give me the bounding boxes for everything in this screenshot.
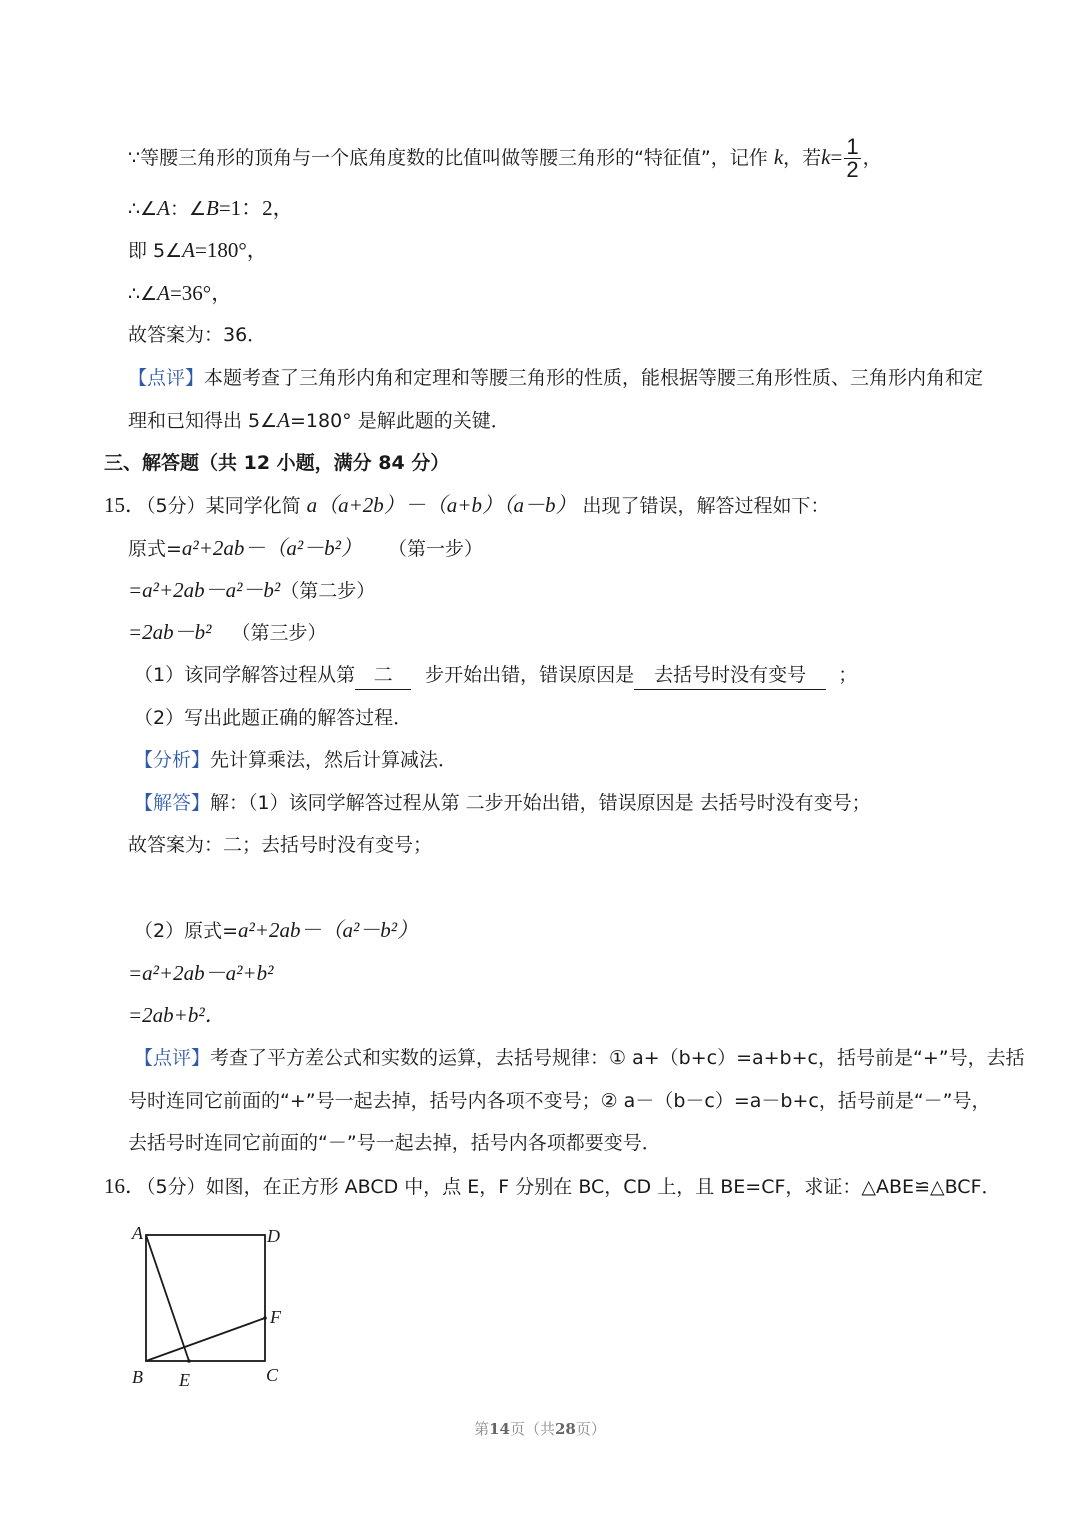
step-note: （第一步） — [388, 538, 484, 560]
label-c: C — [266, 1365, 279, 1385]
text: 解：（1）该同学解答过程从第 二步开始出错，错误原因是 去括号时没有变号； — [210, 792, 871, 814]
expression: =a²+2ab－a²+b² — [128, 961, 274, 985]
step-note: （第二步） — [280, 580, 376, 602]
text: =180°， — [195, 238, 268, 262]
answer-tag: 【解答】 — [134, 792, 211, 814]
sol14-line-2 — [128, 194, 294, 223]
sol14-line-3 — [128, 236, 268, 265]
expression: =2ab+b²． — [128, 1003, 226, 1027]
label-b: B — [132, 1367, 143, 1387]
text: 考查了平方差公式和实数的运算，去括号规律：① a+（b+c）=a+b+c，括号前是“+”号，去括 — [210, 1047, 1025, 1069]
page-total: 28 — [555, 1420, 576, 1438]
point-e — [187, 1359, 191, 1363]
q15-comment-2 — [128, 1087, 991, 1115]
q15-answer-final — [128, 831, 432, 859]
comment-tag: 【点评】 — [128, 367, 205, 389]
equals: = — [830, 145, 843, 169]
numerator: 1 — [846, 134, 859, 159]
square-abcd — [146, 1235, 265, 1361]
text: （2）写出此题正确的解答过程． — [134, 707, 413, 729]
sol14-comment-1 — [128, 364, 983, 392]
var-A: A — [157, 281, 170, 305]
q15-comment-1 — [134, 1044, 1025, 1072]
text: 页） — [575, 1420, 606, 1438]
text: （1）该同学解答过程从第 — [134, 664, 356, 686]
q15-stem — [104, 491, 830, 520]
text: ∵等腰三角形的顶角与一个底角度数的比值叫做等腰三角形的“特征值”，记作 — [128, 147, 768, 169]
text: 本题考查了三角形内角和定理和等腰三角形的性质，能根据等腰三角形性质、三角形内角和定 — [204, 367, 984, 389]
text: ∴∠ — [128, 283, 158, 305]
text: 三、解答题（共 12 小题，满分 84 分） — [104, 452, 450, 474]
expression: a²+2ab－（a²－b²） — [181, 536, 362, 560]
text: 故答案为：36． — [128, 324, 267, 346]
expression: =2ab－b² — [128, 620, 212, 644]
text: ，若 — [783, 147, 822, 169]
text: 第 — [474, 1420, 490, 1438]
label-e: E — [179, 1370, 190, 1390]
text: 出现了错误，解答过程如下： — [582, 495, 830, 517]
segment-bf — [146, 1318, 265, 1361]
question-number: 16． — [104, 1174, 146, 1198]
sol14-line-1 — [128, 136, 882, 181]
text: ， — [862, 147, 882, 169]
answer-blank-1: 二 — [355, 661, 411, 690]
sol14-comment-2 — [128, 406, 510, 435]
section-title — [104, 449, 449, 477]
text: 先计算乘法，然后计算减法． — [210, 749, 458, 771]
text: 步开始出错，错误原因是 — [425, 664, 635, 686]
point-f — [263, 1316, 267, 1320]
var-A: A — [182, 238, 195, 262]
sol14-line-5 — [128, 321, 266, 349]
q15-step-3 — [128, 618, 327, 647]
fraction-one-half — [844, 136, 860, 181]
q15-answer — [134, 789, 871, 817]
q15-sub-1 — [134, 661, 857, 690]
answer-blank-2: 去括号时没有变号 — [634, 661, 826, 690]
text: 原式= — [128, 538, 182, 560]
var-k: k — [821, 145, 831, 169]
text: 理和已知得出 5∠ — [128, 410, 278, 432]
text: =180° 是解此题的关键． — [290, 410, 510, 432]
label-a: A — [132, 1223, 143, 1243]
label-f: F — [270, 1307, 281, 1327]
label-d: D — [267, 1226, 280, 1246]
page-number: 14 — [489, 1420, 510, 1438]
text: ； — [838, 664, 858, 686]
expression: a²+2ab－（a²－b²） — [238, 918, 419, 942]
text: （5分）某同学化简 — [146, 495, 301, 517]
step-note: （第三步） — [231, 622, 327, 644]
var-A: A — [277, 408, 290, 432]
text: =36°， — [169, 281, 233, 305]
q15-comment-3 — [128, 1129, 661, 1157]
q15-step-1 — [128, 534, 483, 563]
text: 去括号时连同它前面的“－”号一起去掉，括号内各项都要变号． — [128, 1132, 661, 1154]
sol14-line-4 — [128, 279, 232, 308]
comment-tag: 【点评】 — [134, 1047, 211, 1069]
denominator: 2 — [846, 157, 859, 182]
question-number: 15． — [104, 493, 146, 517]
text: =1：2， — [218, 196, 294, 220]
analysis-tag: 【分析】 — [134, 749, 211, 771]
text: （2）原式= — [134, 920, 239, 942]
q15-sol2-line-1 — [134, 916, 418, 945]
q15-analysis — [134, 746, 457, 774]
text: ∴∠ — [128, 198, 158, 220]
q15-sol2-line-2 — [128, 959, 273, 988]
var-A: A — [157, 196, 170, 220]
text: 即 5∠ — [128, 240, 183, 262]
segment-ae — [146, 1235, 189, 1361]
q15-sub-2 — [134, 704, 412, 732]
text: （5分）如图，在正方形 ABCD 中，点 E，F 分别在 BC，CD 上，且 BE=CF，求证：△ABE≌△BCF． — [146, 1176, 1001, 1198]
text: 页（共 — [509, 1420, 555, 1438]
text: ：∠ — [169, 198, 206, 220]
text: 号时连同它前面的“+”号一起去掉，括号内各项不变号；② a－（b－c）=a－b+c，括号前是“－”号， — [128, 1090, 991, 1112]
square-figure — [120, 1215, 300, 1395]
q15-step-2 — [128, 576, 375, 605]
page-footer — [0, 1418, 1080, 1439]
q15-sol2-line-3 — [128, 1001, 226, 1030]
text: 故答案为：二；去括号时没有变号； — [128, 834, 433, 856]
var-k: k — [773, 145, 784, 169]
var-B: B — [206, 196, 219, 220]
expression: =a²+2ab－a²－b² — [128, 578, 281, 602]
expression: a（a+2b）－（a+b）（a－b） — [306, 493, 577, 517]
q16-stem — [104, 1172, 1001, 1201]
